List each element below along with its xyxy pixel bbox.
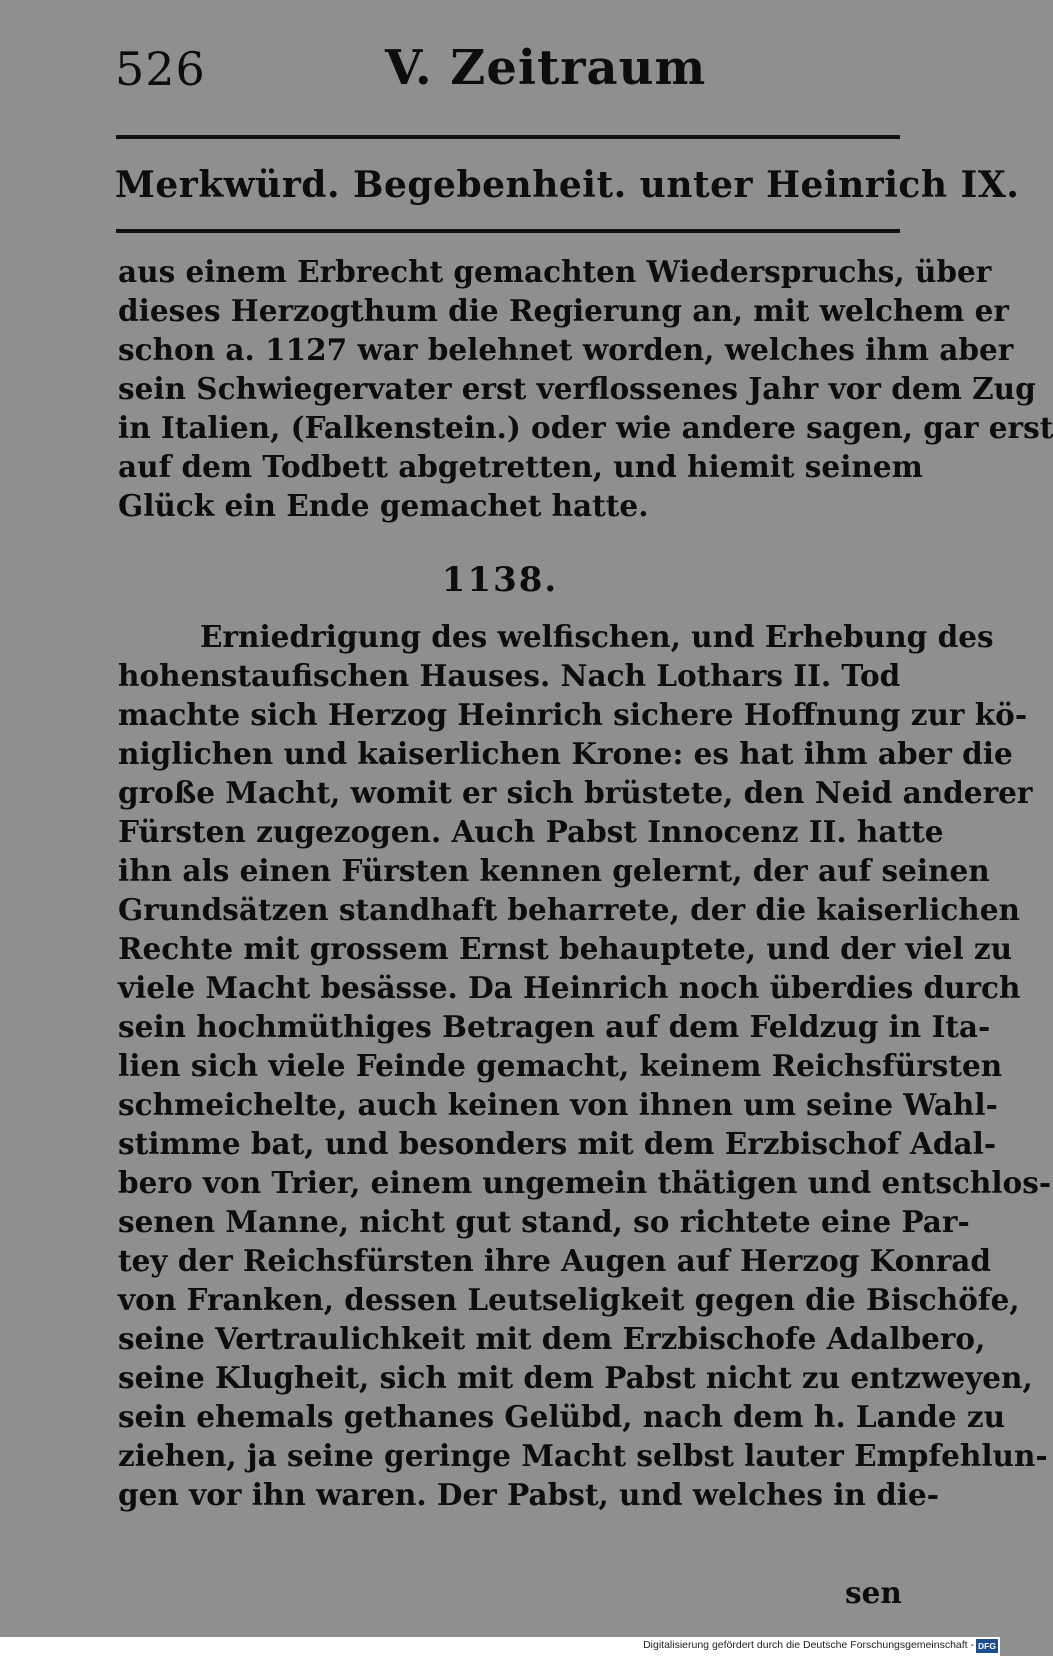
text-line: auf dem Todbett abgetretten, und hiemit seinem bbox=[118, 449, 923, 484]
text-line: dieses Herzogthum die Regierung an, mit welchem er bbox=[118, 293, 1009, 328]
text-line: große Macht, womit er sich brüstete, den Neid anderer bbox=[118, 775, 1033, 810]
text-line: gen vor ihn waren. Der Pabst, und welches in die- bbox=[118, 1477, 939, 1512]
text-line: bero von Trier, einem ungemein thätigen und entschlos- bbox=[118, 1165, 1052, 1200]
text-line: Fürsten zugezogen. Auch Pabst Innocenz II. hatte bbox=[118, 814, 944, 849]
text-line: Grundsätzen standhaft beharrete, der die kaiserlichen bbox=[118, 892, 1020, 927]
running-title: V. Zeitraum bbox=[385, 40, 707, 96]
text-line: Rechte mit grossem Ernst behauptete, und der viel zu bbox=[118, 931, 1013, 966]
text-line: sein Schwiegervater erst verflossenes Jahr vor dem Zug bbox=[118, 371, 1036, 406]
year-heading: 1138. bbox=[441, 560, 559, 600]
text-line: hohenstaufischen Hauses. Nach Lothars II. Tod bbox=[118, 658, 901, 693]
dfg-logo: DFG bbox=[976, 1639, 998, 1653]
page-number: 526 bbox=[115, 42, 206, 96]
text-line: ziehen, ja seine geringe Macht selbst lauter Empfehlun- bbox=[118, 1438, 1048, 1473]
text-line: Erniedrigung des welfischen, und Erhebung des bbox=[200, 619, 994, 654]
paragraph-1 bbox=[118, 252, 1053, 525]
text-line: schmeichelte, auch keinen von ihnen um seine Wahl- bbox=[118, 1087, 998, 1122]
text-line: von Franken, dessen Leutseligkeit gegen die Bischöfe, bbox=[118, 1282, 1020, 1317]
text-line: Glück ein Ende gemachet hatte. bbox=[118, 488, 649, 523]
text-line: sein ehemals gethanes Gelübd, nach dem h. Lande zu bbox=[118, 1399, 1006, 1434]
text-line: stimme bat, und besonders mit dem Erzbischof Adal- bbox=[118, 1126, 997, 1161]
footer-credit: Digitalisierung gefördert durch die Deutsche Forschungsgemeinschaft - bbox=[643, 1639, 974, 1651]
text-line: tey der Reichsfürsten ihre Augen auf Herzog Konrad bbox=[118, 1243, 992, 1278]
text-line: lien sich viele Feinde gemacht, keinem Reichsfürsten bbox=[118, 1048, 1003, 1083]
text-line: ihn als einen Fürsten kennen gelernt, der auf seinen bbox=[118, 853, 990, 888]
catchword: sen bbox=[845, 1575, 902, 1610]
text-line: schon a. 1127 war belehnet worden, welches ihm aber bbox=[118, 332, 1014, 367]
text-line: sein hochmüthiges Betragen auf dem Feldzug in Ita- bbox=[118, 1009, 991, 1044]
text-line: senen Manne, nicht gut stand, so richtete eine Par- bbox=[118, 1204, 970, 1239]
section-heading: Merkwürd. Begebenheit. unter Heinrich IX. bbox=[115, 164, 1020, 206]
text-line: niglichen und kaiserlichen Krone: es hat ihm aber die bbox=[118, 736, 1013, 771]
text-line: in Italien, (Falkenstein.) oder wie andere sagen, gar erst bbox=[118, 410, 1053, 445]
text-line: seine Klugheit, sich mit dem Pabst nicht zu entzweyen, bbox=[118, 1360, 1033, 1395]
digitization-footer bbox=[0, 1637, 1000, 1656]
text-line: aus einem Erbrecht gemachten Wiederspruchs, über bbox=[118, 254, 992, 289]
page-header bbox=[115, 38, 900, 108]
text-line: machte sich Herzog Heinrich sichere Hoffnung zur kö- bbox=[118, 697, 1028, 732]
top-rule bbox=[116, 135, 900, 139]
text-line: viele Macht besässe. Da Heinrich noch überdies durch bbox=[118, 970, 1021, 1005]
heading-rule bbox=[116, 229, 900, 233]
text-line: seine Vertraulichkeit mit dem Erzbischofe Adalbero, bbox=[118, 1321, 986, 1356]
paragraph-2 bbox=[118, 617, 1052, 1514]
